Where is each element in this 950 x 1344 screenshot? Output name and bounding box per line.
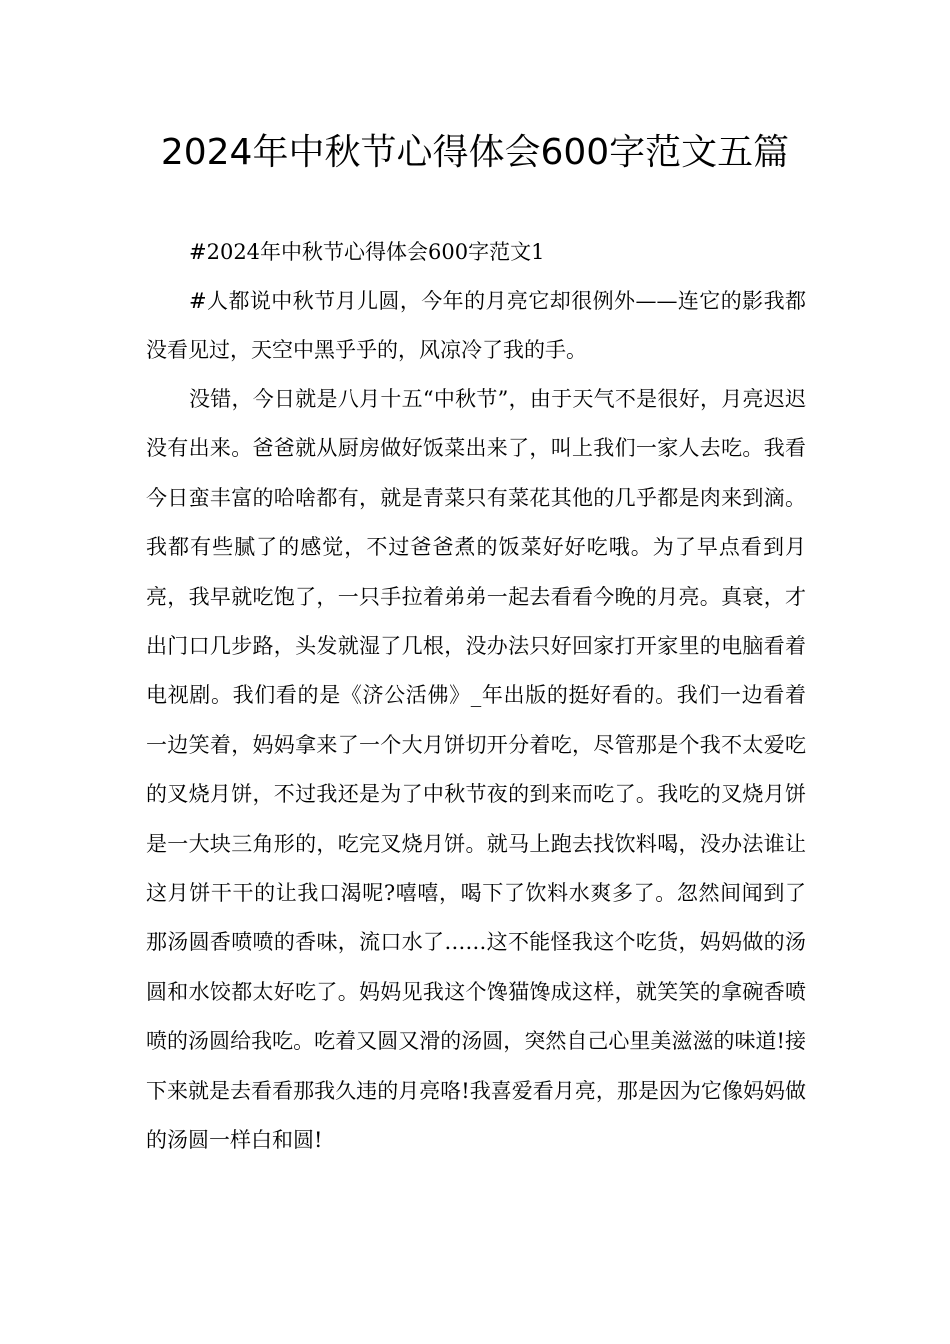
paragraph-intro: #人都说中秋节月儿圆，今年的月亮它却很例外——连它的影我都没看见过，天空中黑乎乎的，风凉冷了我的手。 — [146, 289, 806, 363]
document-title: 2024年中秋节心得体会600字范文五篇 — [160, 132, 790, 173]
section-heading: #2024年中秋节心得体会600字范文1 — [189, 240, 545, 264]
paragraph-main: 没错，今日就是八月十五“中秋节”，由于天气不是很好，月亮迟迟没有出来。爸爸就从厨房做好饭菜出来了，叫上我们一家人去吃。我看今日蛮丰富的哈啥都有，就是青菜只有菜花其他的几乎都是肉来到滴。我都有些腻了的感觉，不过爸爸煮的饭菜好好吃哦。为了早点看到月亮，我早就吃饱了，一只手拉着弟弟一起去看看今晚的月亮。真衰，才出门口几步路，头发就湿了几根，没办法只好回家打开家里的电脑看着电视剧。我们看的是《济公活佛》_年出版的挺好看的。我们一边看着一边笑着，妈妈拿来了一个大月饼切开分着吃，尽管那是个我不太爱吃的叉烧月饼，不过我还是为了中秋节夜的到来而吃了。我吃的叉烧月饼是一大块三角形的，吃完叉烧月饼。就马上跑去找饮料喝，没办法谁让这月饼干干的让我口渴呢?嘻嘻，喝下了饮料水爽多了。忽然间闻到了那汤圆香喷喷的香味，流口水了……这不能怪我这个吃货，妈妈做的汤圆和水饺都太好吃了。妈妈见我这个馋猫馋成这样，就笑笑的拿碗香喷喷的汤圆给我吃。吃着又圆又滑的汤圆，突然自己心里美滋滋的味道!接下来就是去看看那我久违的月亮咯!我喜爱看月亮，那是因为它像妈妈做的汤圆一样白和圆! — [146, 387, 806, 1153]
